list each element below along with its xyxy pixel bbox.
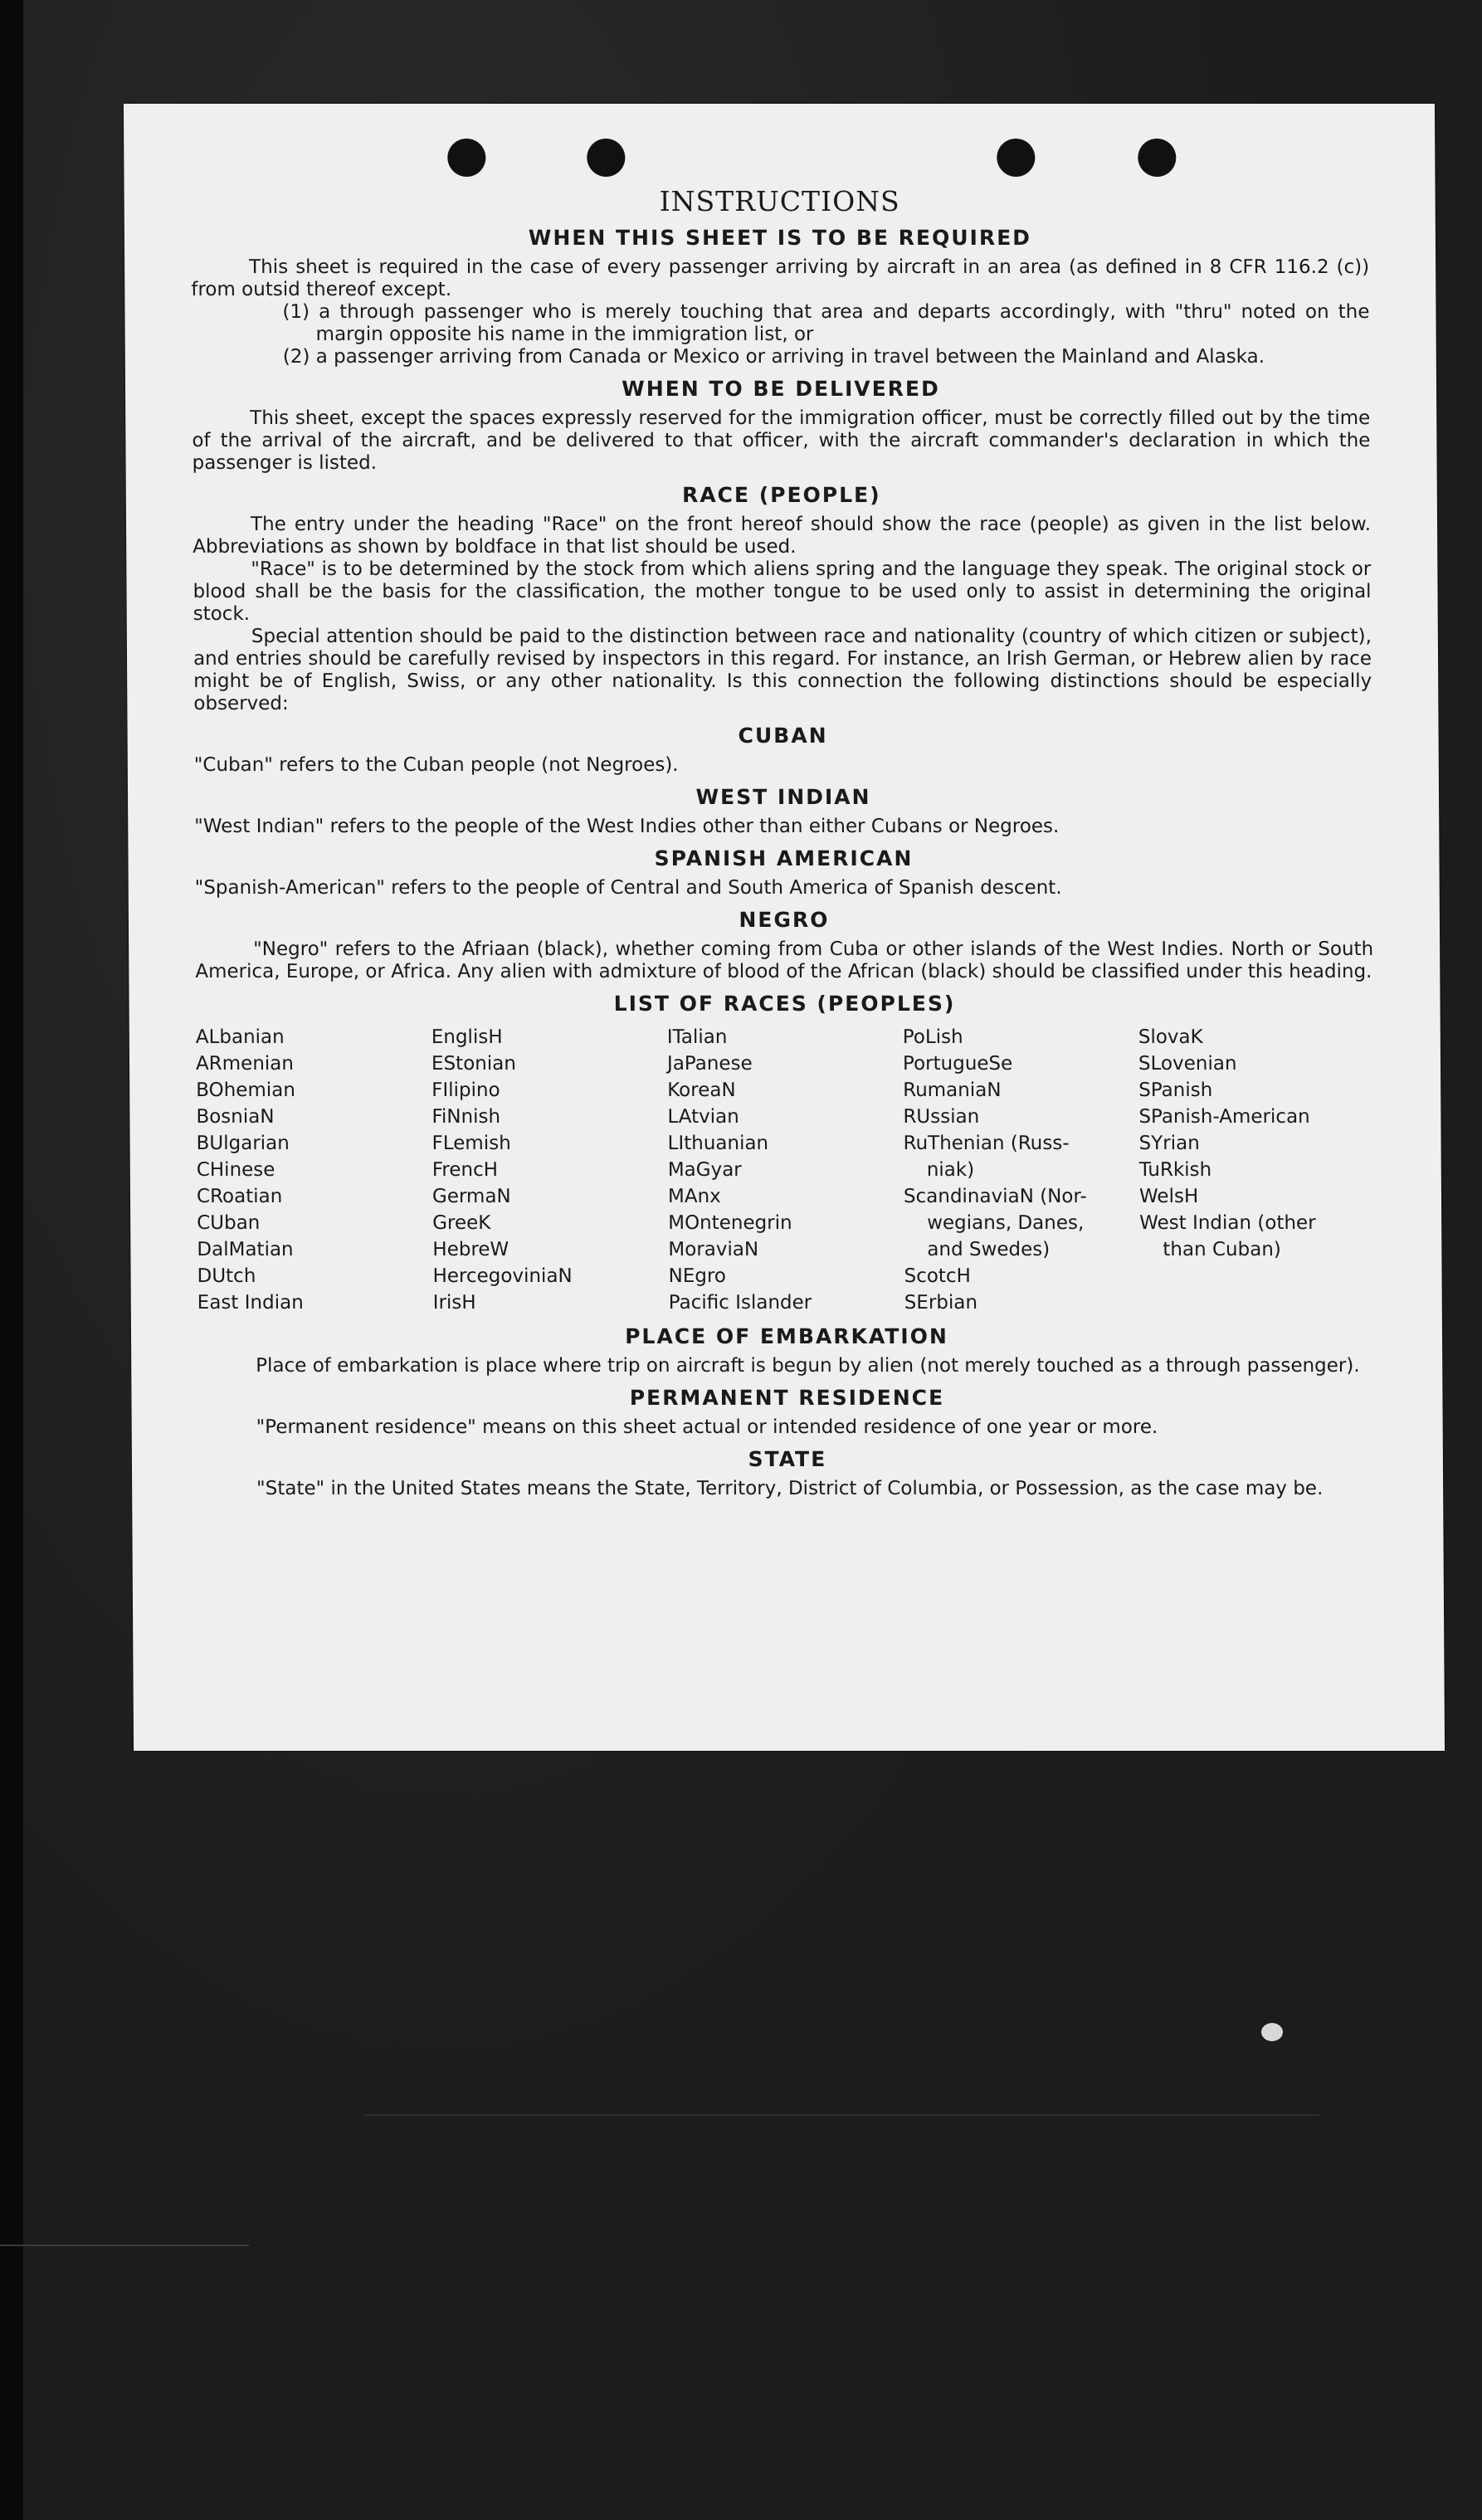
section-heading: WHEN TO BE DELIVERED xyxy=(622,377,940,401)
race-entry: PoLish xyxy=(902,1026,963,1048)
race-entry: WelsH xyxy=(1138,1186,1199,1207)
section-heading: CUBAN xyxy=(738,724,828,748)
race-entry: ARmenian xyxy=(195,1053,295,1075)
race-entry: CUban xyxy=(197,1212,261,1234)
race-entry: East Indian xyxy=(197,1292,304,1314)
scan-artifact-line xyxy=(365,2114,1319,2116)
list-item: (1) a through passenger who is merely touching that area and departs accordingly, with "thru" noted on the margin opposite his name in the immigration list, or xyxy=(282,301,1370,345)
race-entry: IrisH xyxy=(432,1292,476,1314)
race-entry: MAnx xyxy=(667,1186,721,1207)
race-entry-continued: than Cuban) xyxy=(1163,1239,1281,1260)
race-entry: BosniaN xyxy=(196,1106,275,1128)
race-entry: TuRkish xyxy=(1138,1159,1212,1181)
instruction-sheet xyxy=(124,104,1445,1751)
race-column xyxy=(1138,1024,1376,1316)
race-entry: ScotcH xyxy=(904,1265,971,1287)
race-entry: LAtvian xyxy=(667,1106,739,1128)
race-entry: FIlipino xyxy=(431,1080,500,1101)
document-title: INSTRUCTIONS xyxy=(659,185,900,217)
paragraph: "State" in the United States means the State, Territory, District of Columbia, or Possession, as the case may be. xyxy=(256,1478,1324,1499)
race-entry: MoraviaN xyxy=(668,1239,759,1260)
section-heading: SPANISH AMERICAN xyxy=(654,846,914,870)
race-entry: DalMatian xyxy=(197,1239,294,1260)
race-entry: FLemish xyxy=(431,1133,511,1154)
section-heading: STATE xyxy=(748,1447,827,1471)
race-entry: SPanish-American xyxy=(1138,1106,1310,1128)
punch-hole xyxy=(587,139,625,177)
race-entry: BOhemian xyxy=(196,1080,295,1101)
film-edge xyxy=(0,0,23,2520)
paragraph: "West Indian" refers to the people of the West Indies other than either Cubans or Negroes. xyxy=(194,816,1060,837)
race-entry: MOntenegrin xyxy=(668,1212,792,1234)
race-entry: CRoatian xyxy=(196,1186,283,1207)
races-heading: LIST OF RACES (PEOPLES) xyxy=(613,992,956,1016)
section-heading: WEST INDIAN xyxy=(695,785,871,809)
race-entry: GreeK xyxy=(432,1212,491,1234)
race-entry-continued: niak) xyxy=(926,1159,975,1181)
film-blemish xyxy=(1261,2023,1283,2041)
section-heading: RACE (PEOPLE) xyxy=(681,483,881,507)
race-entry: FrencH xyxy=(431,1159,499,1181)
race-entry: MaGyar xyxy=(667,1159,742,1181)
race-entry: Pacific Islander xyxy=(668,1292,812,1314)
race-entry: DUtch xyxy=(197,1265,256,1287)
race-entry: ITalian xyxy=(666,1026,728,1048)
paragraph: Special attention should be paid to the distinction between race and nationality (country of which citizen or subject), and entries should be carefully revised by inspectors in this regard. For instance, an Irish German, or Hebrew alien by race might be of English, Swiss, or any other nationality. Is this connection the following distinctions should be especially observed: xyxy=(193,626,1372,714)
punch-hole xyxy=(1138,139,1176,177)
race-entry: KoreaN xyxy=(667,1080,736,1101)
race-column xyxy=(903,1024,1140,1316)
race-entry: SYrian xyxy=(1138,1133,1200,1154)
section-heading: PERMANENT RESIDENCE xyxy=(629,1386,945,1410)
race-entry: NEgro xyxy=(668,1265,727,1287)
race-entry: SPanish xyxy=(1138,1080,1213,1101)
race-entry: BUlgarian xyxy=(196,1133,290,1154)
paragraph: "Cuban" refers to the Cuban people (not Negroes). xyxy=(193,754,679,776)
race-entry: CHinese xyxy=(196,1159,275,1181)
race-entry: HercegoviniaN xyxy=(432,1265,573,1287)
paragraph: "Race" is to be determined by the stock from which aliens spring and the language they speak. The original stock or blood shall be the basis for the classification, the mother tongue to be used only to assist in determining the original stock. xyxy=(193,558,1372,625)
race-entry: SLovenian xyxy=(1138,1053,1237,1075)
race-column xyxy=(196,1024,433,1316)
race-entry: PortugueSe xyxy=(902,1053,1013,1075)
race-entry: JaPanese xyxy=(666,1053,753,1075)
race-list xyxy=(196,1024,1376,1316)
race-entry: FiNnish xyxy=(431,1106,501,1128)
race-entry: ScandinaviaN (Nor- xyxy=(903,1186,1087,1207)
punch-hole xyxy=(997,139,1035,177)
punch-hole xyxy=(447,139,485,177)
race-entry: SlovaK xyxy=(1138,1026,1203,1048)
paragraph: "Spanish-American" refers to the people of Central and South America of Spanish descent. xyxy=(194,877,1062,899)
race-entry: EStonian xyxy=(431,1053,516,1075)
paragraph: The entry under the heading "Race" on the front hereof should show the race (people) as given in the list below. Abbreviations as shown by boldface in that list should be used. xyxy=(193,514,1372,558)
race-entry-continued: wegians, Danes, xyxy=(927,1212,1085,1234)
race-entry: SErbian xyxy=(904,1292,978,1314)
paragraph: This sheet, except the spaces expressly reserved for the immigration officer, must be correctly filled out by the time of the arrival of the aircraft, and be delivered to that officer, with the aircraft commander's declaration in which the passenger is listed. xyxy=(192,407,1371,474)
section-heading: PLACE OF EMBARKATION xyxy=(625,1324,948,1348)
section-heading: WHEN THIS SHEET IS TO BE REQUIRED xyxy=(528,226,1032,250)
race-entry: RumaniaN xyxy=(903,1080,1002,1101)
paragraph: Place of embarkation is place where trip on aircraft is begun by alien (not merely touched as a through passenger). xyxy=(256,1355,1360,1377)
race-entry: RUssian xyxy=(903,1106,980,1128)
race-column xyxy=(667,1024,904,1316)
paragraph: "Permanent residence" means on this sheet actual or intended residence of one year or more. xyxy=(256,1416,1158,1438)
race-entry: West Indian (other xyxy=(1139,1212,1316,1234)
section-heading: NEGRO xyxy=(739,908,830,932)
race-entry: GermaN xyxy=(431,1186,511,1207)
race-entry: LIthuanian xyxy=(667,1133,769,1154)
race-entry: RuThenian (Russ- xyxy=(903,1133,1070,1154)
paragraph: "Negro" refers to the Afriaan (black), whether coming from Cuba or other islands of the West Indies. North or South America, Europe, or Africa. Any alien with admixture of blood of the African (black) should be classified under this heading. xyxy=(195,938,1374,982)
race-entry: HebreW xyxy=(432,1239,509,1260)
race-entry: EnglisH xyxy=(431,1026,503,1048)
sheet-content xyxy=(191,185,1377,1500)
list-item: (2) a passenger arriving from Canada or Mexico or arriving in travel between the Mainland and Alaska. xyxy=(282,346,1265,368)
paragraph: This sheet is required in the case of every passenger arriving by aircraft in an area (as defined in 8 CFR 116.2 (c)) from outsid thereof except. xyxy=(191,256,1370,300)
race-column xyxy=(431,1024,669,1316)
race-entry: ALbanian xyxy=(195,1026,285,1048)
race-entry-continued: and Swedes) xyxy=(927,1239,1051,1260)
scan-artifact-line xyxy=(0,2245,249,2246)
